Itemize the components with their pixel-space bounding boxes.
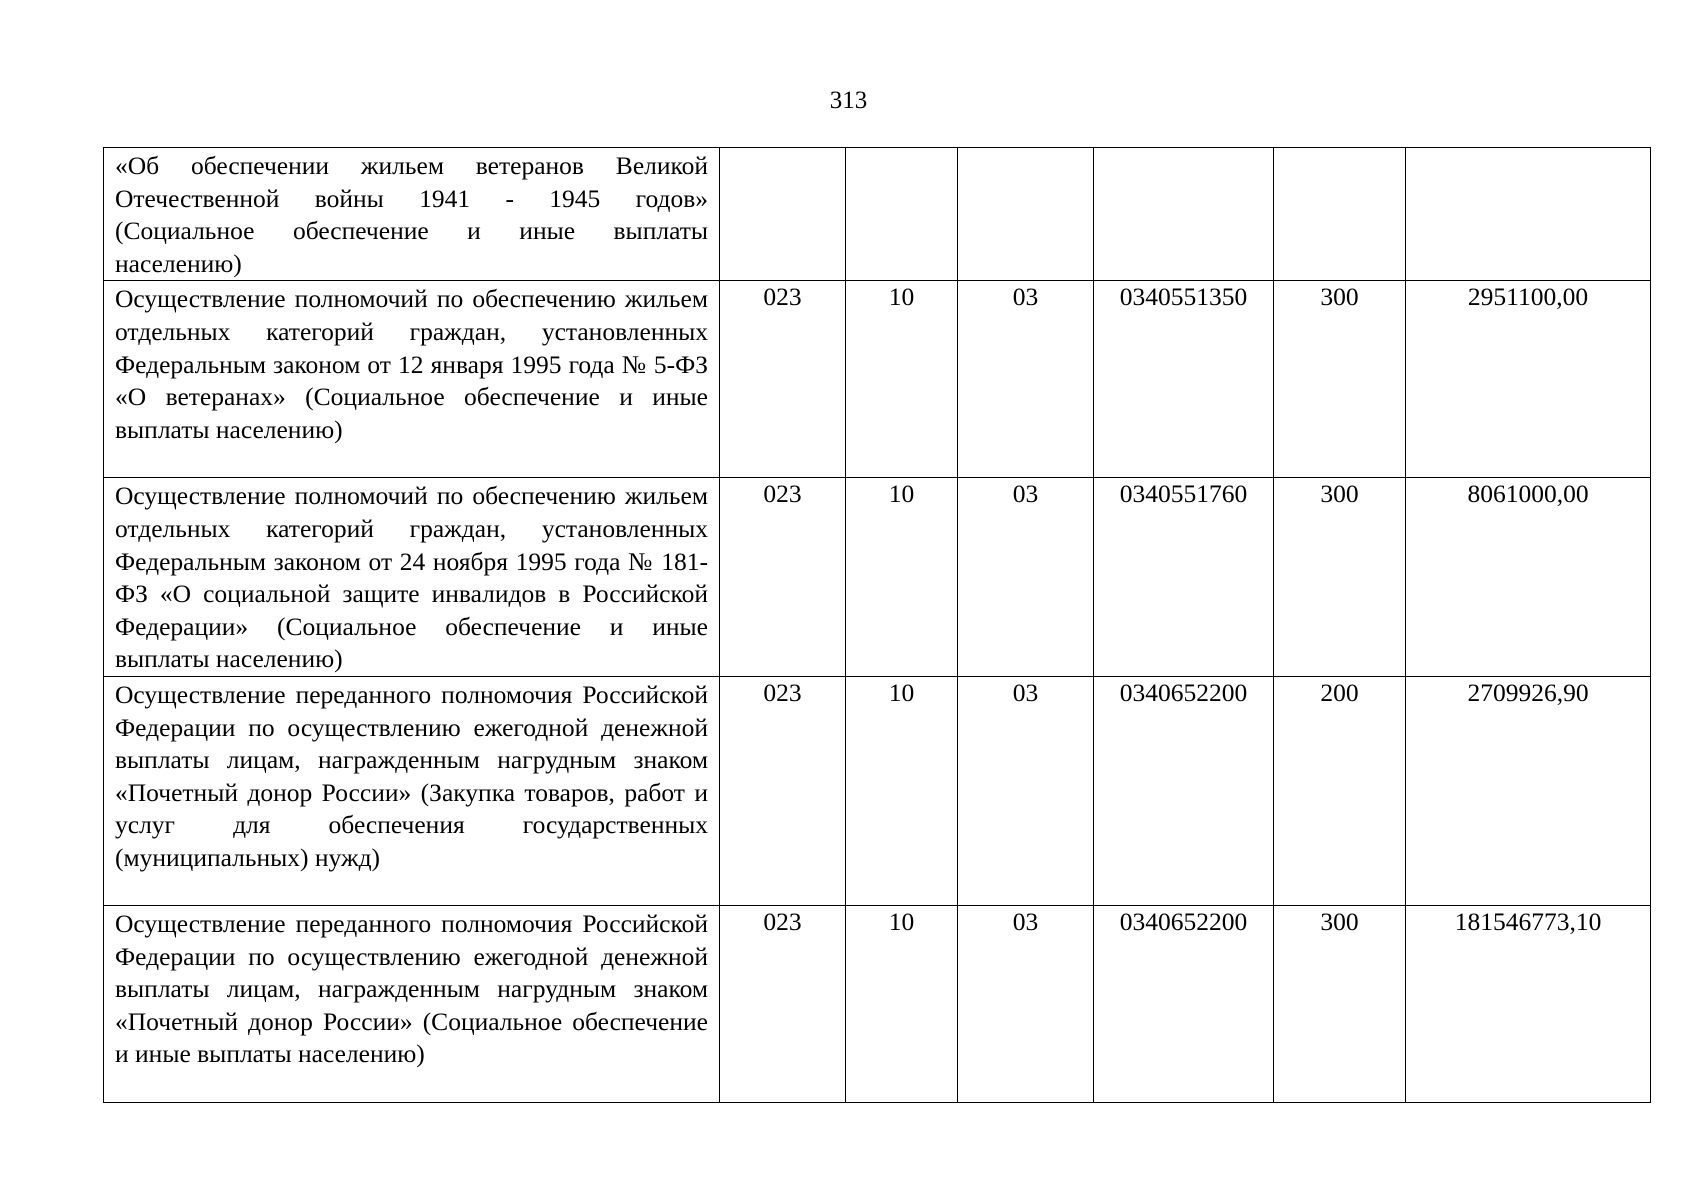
row-amount: 2709926,90 bbox=[1406, 676, 1651, 905]
row-description: Осуществление полномочий по обеспечению жильем отдельных категорий граждан, установленных Федеральным законом от 24 ноября 1995 года № 181-ФЗ «О социальной защите инвалидов в Российской Федерации» (Социальное обеспечение и иные выплаты населению) bbox=[104, 478, 720, 677]
row-description: Осуществление переданного полномочия Российской Федерации по осуществлению ежегодной денежной выплаты лицам, награжденным нагрудным знаком «Почетный донор России» (Закупка товаров, работ и услуг для обеспечения государственных (муниципальных) нужд) bbox=[104, 676, 720, 905]
row-csr-code bbox=[1094, 148, 1274, 281]
row-podrazdel-code bbox=[958, 148, 1094, 281]
row-podrazdel-code: 03 bbox=[958, 478, 1094, 677]
row-razdel-code: 10 bbox=[846, 478, 958, 677]
row-csr-code: 0340652200 bbox=[1094, 905, 1274, 1102]
table-row bbox=[104, 676, 1651, 905]
row-amount: 8061000,00 bbox=[1406, 478, 1651, 677]
row-razdel-code: 10 bbox=[846, 281, 958, 478]
table-row bbox=[104, 281, 1651, 478]
row-csr-code: 0340551350 bbox=[1094, 281, 1274, 478]
row-podrazdel-code: 03 bbox=[958, 676, 1094, 905]
row-grbs-code: 023 bbox=[720, 676, 846, 905]
row-vr-code: 300 bbox=[1274, 905, 1406, 1102]
row-vr-code: 300 bbox=[1274, 478, 1406, 677]
row-csr-code: 0340551760 bbox=[1094, 478, 1274, 677]
row-grbs-code: 023 bbox=[720, 478, 846, 677]
row-description: Осуществление переданного полномочия Российской Федерации по осуществлению ежегодной денежной выплаты лицам, награжденным нагрудным знаком «Почетный донор России» (Социальное обеспечение и иные выплаты населению) bbox=[104, 905, 720, 1102]
budget-table bbox=[103, 147, 1651, 1103]
row-podrazdel-code: 03 bbox=[958, 281, 1094, 478]
row-csr-code: 0340652200 bbox=[1094, 676, 1274, 905]
page-number: 313 bbox=[829, 87, 868, 114]
row-vr-code: 200 bbox=[1274, 676, 1406, 905]
row-amount: 181546773,10 bbox=[1406, 905, 1651, 1102]
table-row bbox=[104, 905, 1651, 1102]
row-grbs-code: 023 bbox=[720, 905, 846, 1102]
row-grbs-code: 023 bbox=[720, 281, 846, 478]
table-row bbox=[104, 478, 1651, 677]
row-grbs-code bbox=[720, 148, 846, 281]
row-razdel-code: 10 bbox=[846, 905, 958, 1102]
row-razdel-code bbox=[846, 148, 958, 281]
row-vr-code: 300 bbox=[1274, 281, 1406, 478]
row-amount: 2951100,00 bbox=[1406, 281, 1651, 478]
row-description: Осуществление полномочий по обеспечению жильем отдельных категорий граждан, установленных Федеральным законом от 12 января 1995 года № 5-ФЗ «О ветеранах» (Социальное обеспечение и иные выплаты населению) bbox=[104, 281, 720, 478]
row-razdel-code: 10 bbox=[846, 676, 958, 905]
row-amount bbox=[1406, 148, 1651, 281]
row-podrazdel-code: 03 bbox=[958, 905, 1094, 1102]
row-vr-code bbox=[1274, 148, 1406, 281]
table-row bbox=[104, 148, 1651, 281]
row-description: «Об обеспечении жильем ветеранов Великой Отечественной войны 1941 - 1945 годов» (Социальное обеспечение и иные выплаты населению) bbox=[104, 148, 720, 281]
